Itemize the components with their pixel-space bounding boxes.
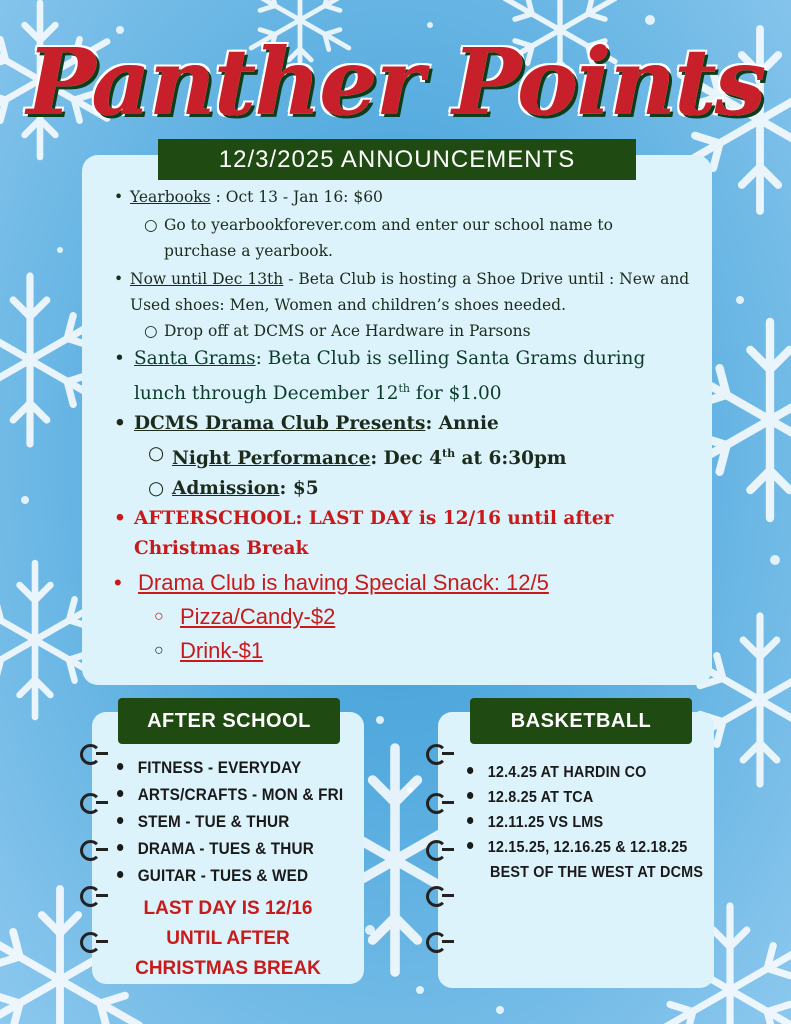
bullet-icon bbox=[117, 763, 123, 770]
bullet-icon bbox=[117, 871, 123, 878]
binder-ring-icon bbox=[80, 793, 101, 814]
drama-text: : Annie bbox=[425, 413, 499, 435]
bullet-icon: • bbox=[114, 188, 124, 206]
santa-grams-sup: th bbox=[398, 382, 410, 395]
list-item bbox=[112, 634, 702, 668]
page-title: Panther Points bbox=[26, 28, 765, 136]
after-school-notice-line: LAST DAY IS 12/16 bbox=[143, 898, 313, 919]
list-item bbox=[112, 504, 699, 564]
basketball-item-label: 12.15.25, 12.16.25 & 12.18.25 bbox=[487, 839, 688, 856]
shoe-drive-label: Now until Dec 13th bbox=[130, 270, 284, 288]
list-item bbox=[112, 439, 702, 474]
night-performance-text-2: at 6:30pm bbox=[455, 448, 567, 470]
binder-ring-icon bbox=[426, 744, 447, 765]
yearbooks-text: : Oct 13 - Jan 16: $60 bbox=[210, 188, 383, 206]
bullet-icon bbox=[117, 790, 123, 797]
santa-grams-label: Santa Grams bbox=[134, 348, 256, 369]
drama-label: DCMS Drama Club Presents bbox=[134, 413, 426, 435]
shoe-drive-sub: Drop off at DCMS or Ace Hardware in Parsons bbox=[164, 322, 531, 340]
after-school-notice bbox=[92, 894, 364, 984]
bullet-icon: • bbox=[114, 508, 126, 530]
basketball-item-continued: BEST OF THE WEST AT DCMS bbox=[490, 864, 704, 881]
list-item bbox=[112, 212, 664, 264]
circle-bullet-icon: ○ bbox=[144, 216, 158, 234]
circle-bullet-icon: ○ bbox=[148, 443, 165, 465]
night-performance-text: : Dec 4 bbox=[370, 448, 443, 470]
after-school-notice-line: UNTIL AFTER bbox=[166, 928, 290, 949]
basketball-item bbox=[467, 814, 603, 832]
bullet-icon bbox=[117, 817, 123, 824]
circle-bullet-icon: ○ bbox=[148, 478, 165, 500]
bullet-icon bbox=[467, 842, 473, 849]
after-school-item-label: FITNESS - EVERYDAY bbox=[137, 758, 302, 777]
basketball-item bbox=[467, 789, 593, 807]
basketball-item bbox=[467, 764, 647, 782]
list-item bbox=[112, 318, 702, 344]
binder-ring-icon bbox=[426, 840, 447, 861]
bullet-icon: • bbox=[114, 348, 125, 369]
night-performance-label: Night Performance bbox=[172, 448, 371, 470]
after-school-item-label: ARTS/CRAFTS - MON & FRI bbox=[137, 785, 344, 804]
after-school-item bbox=[117, 839, 314, 859]
after-school-item bbox=[117, 812, 290, 832]
bullet-icon bbox=[467, 767, 473, 774]
shoe-drive-text: - Beta Club is hosting a Shoe Drive until : New and Used shoes: Men, Women and children’s shoes needed. bbox=[130, 270, 690, 314]
after-school-item-label: STEM - TUE & THUR bbox=[137, 812, 290, 831]
afterschool-notice: AFTERSCHOOL: LAST DAY is 12/16 until after Christmas Break bbox=[134, 508, 614, 560]
after-school-notice-line: CHRISTMAS BREAK bbox=[135, 958, 321, 979]
list-item bbox=[112, 266, 695, 318]
after-school-header: AFTER SCHOOL bbox=[118, 698, 340, 744]
announcements-list bbox=[112, 184, 702, 668]
list-item bbox=[112, 344, 674, 409]
santa-grams-text: : Beta Club is selling Santa Grams during lunch through December 12 bbox=[134, 348, 646, 405]
yearbooks-label: Yearbooks bbox=[130, 188, 211, 206]
after-school-item-label: GUITAR - TUES & WED bbox=[137, 866, 309, 885]
snack-title: Drama Club is having Special Snack: 12/5 bbox=[138, 570, 549, 596]
after-school-item-label: DRAMA - TUES & THUR bbox=[137, 839, 314, 858]
bullet-icon bbox=[117, 844, 123, 851]
basketball-item bbox=[467, 839, 687, 857]
admission-text: : $5 bbox=[279, 478, 319, 500]
bullet-icon bbox=[467, 817, 473, 824]
list-item bbox=[112, 566, 702, 600]
basketball-item-label: 12.8.25 AT TCA bbox=[487, 789, 594, 806]
binder-ring-icon bbox=[80, 840, 101, 861]
bullet-icon bbox=[467, 792, 473, 799]
binder-ring-icon bbox=[426, 793, 447, 814]
admission-label: Admission bbox=[172, 478, 280, 500]
bullet-icon: • bbox=[114, 413, 126, 435]
snack-item: Drink-$1 bbox=[180, 638, 264, 664]
circle-bullet-icon: ○ bbox=[144, 322, 158, 340]
list-item bbox=[112, 184, 702, 210]
after-school-item bbox=[117, 758, 301, 778]
list-item bbox=[112, 600, 702, 634]
bullet-icon: • bbox=[114, 570, 122, 596]
circle-bullet-icon: ○ bbox=[154, 608, 164, 626]
bullet-icon: • bbox=[114, 270, 124, 288]
basketball-item-label: 12.11.25 VS LMS bbox=[487, 814, 604, 831]
date-banner: 12/3/2025 ANNOUNCEMENTS bbox=[158, 139, 636, 180]
basketball-item-label: 12.4.25 AT HARDIN CO bbox=[487, 764, 647, 781]
yearbooks-sub: Go to yearbookforever.com and enter our school name to purchase a yearbook. bbox=[164, 216, 613, 260]
list-item bbox=[112, 409, 702, 439]
binder-ring-icon bbox=[426, 886, 447, 907]
after-school-item bbox=[117, 785, 343, 805]
binder-ring-icon bbox=[426, 932, 447, 953]
night-performance-sup: th bbox=[442, 447, 456, 461]
list-item bbox=[112, 474, 702, 504]
circle-bullet-icon: ○ bbox=[154, 642, 164, 660]
snack-item: Pizza/Candy-$2 bbox=[180, 604, 336, 630]
basketball-header: BASKETBALL bbox=[470, 698, 692, 744]
after-school-item bbox=[117, 866, 308, 886]
binder-ring-icon bbox=[80, 744, 101, 765]
santa-grams-text-2: for $1.00 bbox=[410, 383, 502, 405]
